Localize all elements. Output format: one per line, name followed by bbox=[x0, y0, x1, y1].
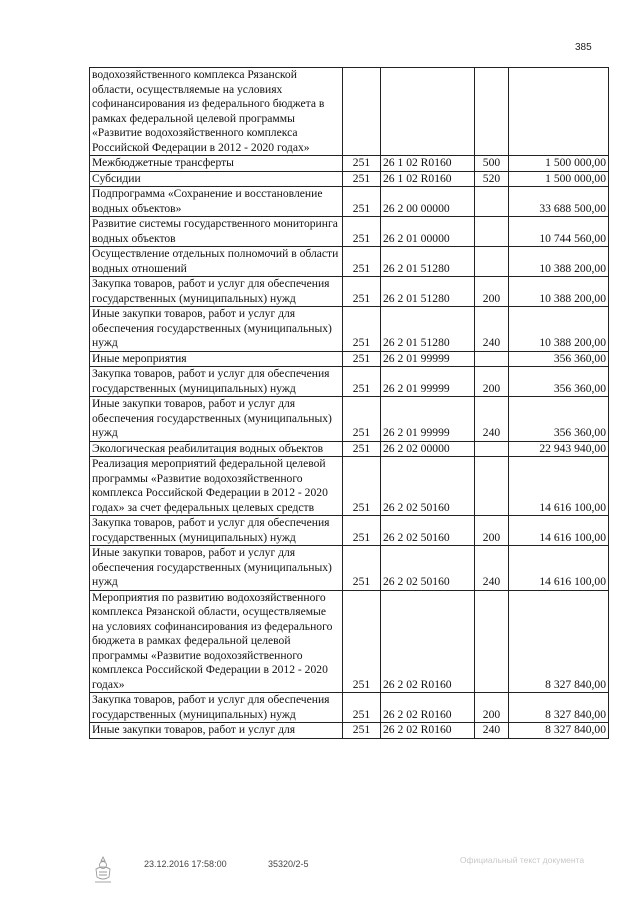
table-row bbox=[90, 516, 609, 546]
row-name: Осуществление отдельных полномочий в области водных отношений bbox=[90, 247, 343, 277]
row-sum: 14 616 100,00 bbox=[509, 516, 609, 546]
row-sum: 356 360,00 bbox=[509, 367, 609, 397]
row-sum: 14 616 100,00 bbox=[509, 457, 609, 516]
row-sum bbox=[509, 68, 609, 156]
row-sum: 14 616 100,00 bbox=[509, 546, 609, 591]
row-admin: 251 bbox=[343, 457, 381, 516]
row-sum: 22 943 940,00 bbox=[509, 441, 609, 457]
row-code: 26 2 01 99999 bbox=[381, 351, 475, 367]
row-vid: 240 bbox=[475, 307, 509, 352]
stamp-date: 23.12.2016 17:58:00 bbox=[144, 859, 227, 869]
row-vid: 500 bbox=[475, 156, 509, 172]
table-row bbox=[90, 693, 609, 723]
row-vid bbox=[475, 187, 509, 217]
row-vid bbox=[475, 457, 509, 516]
row-admin: 251 bbox=[343, 397, 381, 442]
row-admin: 251 bbox=[343, 307, 381, 352]
row-name: Подпрограмма «Сохранение и восстановление водных объектов» bbox=[90, 187, 343, 217]
row-code: 26 2 02 50160 bbox=[381, 516, 475, 546]
table-row bbox=[90, 397, 609, 442]
row-sum: 356 360,00 bbox=[509, 351, 609, 367]
row-name: Субсидии bbox=[90, 171, 343, 187]
row-vid bbox=[475, 247, 509, 277]
emblem-seal-icon bbox=[92, 855, 114, 887]
table-row bbox=[90, 307, 609, 352]
row-sum: 8 327 840,00 bbox=[509, 590, 609, 693]
row-vid: 200 bbox=[475, 367, 509, 397]
row-vid: 200 bbox=[475, 693, 509, 723]
table-row bbox=[90, 590, 609, 693]
row-name: Закупка товаров, работ и услуг для обеспечения государственных (муниципальных) нужд bbox=[90, 367, 343, 397]
row-name: Закупка товаров, работ и услуг для обеспечения государственных (муниципальных) нужд bbox=[90, 693, 343, 723]
row-name: Иные закупки товаров, работ и услуг для обеспечения государственных (муниципальных) нужд bbox=[90, 546, 343, 591]
row-code: 26 2 01 51280 bbox=[381, 277, 475, 307]
row-admin: 251 bbox=[343, 277, 381, 307]
row-vid bbox=[475, 217, 509, 247]
row-name: Мероприятия по развитию водохозяйственного комплекса Рязанской области, осуществляемые на условиях софинансирования из федерального бюджета в рамках федеральной целевой программы «Развитие водохозяйственного комплекса Российской Федерации в 2012 - 2020 годах» bbox=[90, 590, 343, 693]
table-row bbox=[90, 351, 609, 367]
page-number: 385 bbox=[575, 42, 592, 53]
row-name: Иные закупки товаров, работ и услуг для обеспечения государственных (муниципальных) нужд bbox=[90, 307, 343, 352]
row-vid: 240 bbox=[475, 546, 509, 591]
row-code bbox=[381, 68, 475, 156]
row-vid: 240 bbox=[475, 397, 509, 442]
row-sum: 356 360,00 bbox=[509, 397, 609, 442]
watermark: Официальный текст документа bbox=[459, 855, 585, 865]
row-admin: 251 bbox=[343, 247, 381, 277]
row-admin: 251 bbox=[343, 441, 381, 457]
row-code: 26 2 02 R0160 bbox=[381, 693, 475, 723]
table-row bbox=[90, 187, 609, 217]
row-admin: 251 bbox=[343, 156, 381, 172]
table-row bbox=[90, 247, 609, 277]
row-code: 26 2 02 R0160 bbox=[381, 723, 475, 739]
row-admin: 251 bbox=[343, 693, 381, 723]
row-code: 26 1 02 R0160 bbox=[381, 156, 475, 172]
row-code: 26 1 02 R0160 bbox=[381, 171, 475, 187]
table-row bbox=[90, 156, 609, 172]
table-row bbox=[90, 723, 609, 739]
budget-table bbox=[89, 67, 609, 739]
table-row bbox=[90, 277, 609, 307]
row-sum: 10 388 200,00 bbox=[509, 307, 609, 352]
row-admin: 251 bbox=[343, 516, 381, 546]
row-code: 26 2 02 00000 bbox=[381, 441, 475, 457]
table-row bbox=[90, 68, 609, 156]
row-sum: 1 500 000,00 bbox=[509, 171, 609, 187]
row-code: 26 2 01 99999 bbox=[381, 397, 475, 442]
row-name: Развитие системы государственного мониторинга водных объектов bbox=[90, 217, 343, 247]
row-sum: 10 388 200,00 bbox=[509, 247, 609, 277]
table-row bbox=[90, 441, 609, 457]
footer bbox=[0, 855, 640, 899]
row-admin bbox=[343, 68, 381, 156]
row-admin: 251 bbox=[343, 187, 381, 217]
row-name: водохозяйственного комплекса Рязанской области, осуществляемые на условиях софинансирования из федерального бюджета в рамках федеральной целевой программы «Развитие водохозяйственного комплекса Российской Федерации в 2012 - 2020 годах» bbox=[90, 68, 343, 156]
row-admin: 251 bbox=[343, 546, 381, 591]
row-sum: 33 688 500,00 bbox=[509, 187, 609, 217]
row-code: 26 2 01 51280 bbox=[381, 247, 475, 277]
row-sum: 10 744 560,00 bbox=[509, 217, 609, 247]
row-vid bbox=[475, 68, 509, 156]
table-row bbox=[90, 217, 609, 247]
table-row bbox=[90, 457, 609, 516]
row-vid: 240 bbox=[475, 723, 509, 739]
row-code: 26 2 02 R0160 bbox=[381, 590, 475, 693]
row-name: Иные закупки товаров, работ и услуг для обеспечения государственных (муниципальных) нужд bbox=[90, 397, 343, 442]
row-code: 26 2 01 51280 bbox=[381, 307, 475, 352]
row-admin: 251 bbox=[343, 171, 381, 187]
table-row bbox=[90, 546, 609, 591]
row-code: 26 2 00 00000 bbox=[381, 187, 475, 217]
row-name: Межбюджетные трансферты bbox=[90, 156, 343, 172]
table-row bbox=[90, 367, 609, 397]
stamp-doc-number: 35320/2-5 bbox=[268, 859, 309, 869]
row-code: 26 2 02 50160 bbox=[381, 457, 475, 516]
row-name: Закупка товаров, работ и услуг для обеспечения государственных (муниципальных) нужд bbox=[90, 277, 343, 307]
row-vid bbox=[475, 441, 509, 457]
row-vid bbox=[475, 590, 509, 693]
row-admin: 251 bbox=[343, 723, 381, 739]
row-code: 26 2 02 50160 bbox=[381, 546, 475, 591]
table-row bbox=[90, 171, 609, 187]
row-vid: 200 bbox=[475, 516, 509, 546]
row-admin: 251 bbox=[343, 351, 381, 367]
row-name: Реализация мероприятий федеральной целевой программы «Развитие водохозяйственного комплекса Российской Федерации в 2012 - 2020 годах» за счет федеральных целевых средств bbox=[90, 457, 343, 516]
row-vid bbox=[475, 351, 509, 367]
row-code: 26 2 01 00000 bbox=[381, 217, 475, 247]
row-name: Иные мероприятия bbox=[90, 351, 343, 367]
row-name: Экологическая реабилитация водных объектов bbox=[90, 441, 343, 457]
row-vid: 520 bbox=[475, 171, 509, 187]
row-sum: 1 500 000,00 bbox=[509, 156, 609, 172]
row-name: Закупка товаров, работ и услуг для обеспечения государственных (муниципальных) нужд bbox=[90, 516, 343, 546]
row-code: 26 2 01 99999 bbox=[381, 367, 475, 397]
row-admin: 251 bbox=[343, 367, 381, 397]
row-sum: 8 327 840,00 bbox=[509, 693, 609, 723]
row-admin: 251 bbox=[343, 590, 381, 693]
row-sum: 8 327 840,00 bbox=[509, 723, 609, 739]
row-name: Иные закупки товаров, работ и услуг для bbox=[90, 723, 343, 739]
row-admin: 251 bbox=[343, 217, 381, 247]
row-vid: 200 bbox=[475, 277, 509, 307]
row-sum: 10 388 200,00 bbox=[509, 277, 609, 307]
